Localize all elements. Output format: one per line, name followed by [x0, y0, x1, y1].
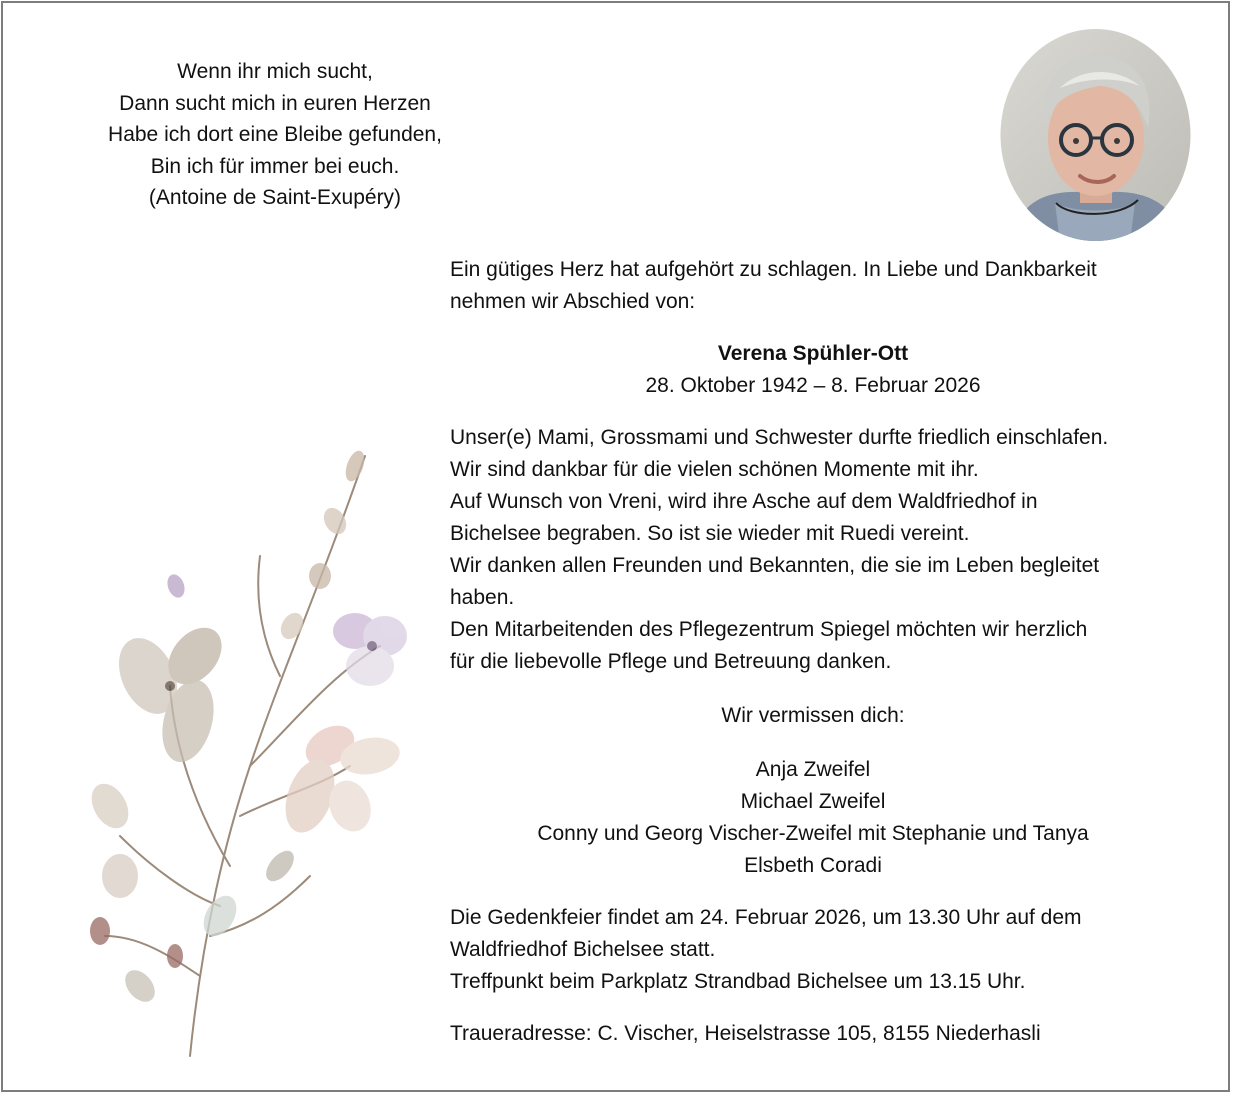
mourner-name: Conny und Georg Vischer-Zweifel mit Stephanie und Tanya — [537, 822, 1089, 845]
poem-line: Habe ich dort eine Bleibe gefunden, — [108, 123, 442, 146]
mourner-name: Michael Zweifel — [740, 790, 886, 813]
mourners-list — [450, 754, 1176, 882]
poem-line: Dann sucht mich in euren Herzen — [119, 91, 431, 115]
intro-line: nehmen wir Abschied von: — [450, 290, 696, 313]
mourner-name: Anja Zweifel — [755, 758, 871, 781]
poem-line: Wenn ihr mich sucht, — [177, 60, 373, 83]
ceremony-paragraph — [450, 902, 1176, 998]
mourner-name: Elsbeth Coradi — [744, 854, 882, 877]
message-line: für die liebevolle Pflege und Betreuung danken. — [450, 650, 892, 673]
deceased-dates: 28. Oktober 1942 – 8. Februar 2026 — [645, 374, 981, 397]
message-line: Unser(e) Mami, Grossmami und Schwester durfte friedlich einschlafen. — [450, 426, 1109, 449]
ceremony-line: Treffpunkt beim Parkplatz Strandbad Bichelsee um 13.15 Uhr. — [450, 970, 1026, 993]
message-line: Wir danken allen Freunden und Bekannten, die sie im Leben begleitet — [450, 554, 1100, 577]
message-line: Den Mitarbeitenden des Pflegezentrum Spiegel möchten wir herzlich — [450, 618, 1088, 641]
intro-paragraph — [450, 254, 1176, 318]
message-line: haben. — [450, 586, 515, 609]
message-paragraph — [450, 422, 1176, 678]
ceremony-line: Waldfriedhof Bichelsee statt. — [450, 938, 716, 961]
ceremony-line: Die Gedenkfeier findet am 24. Februar 2026, um 13.30 Uhr auf dem — [450, 906, 1082, 929]
miss-line: Wir vermissen dich: — [721, 704, 905, 727]
mourning-address: Traueradresse: C. Vischer, Heiselstrasse 105, 8155 Niederhasli — [450, 1022, 1041, 1045]
poem — [70, 56, 480, 214]
poem-line: Bin ich für immer bei euch. — [150, 154, 400, 178]
message-line: Bichelsee begraben. So ist sie wieder mit Ruedi vereint. — [450, 522, 970, 545]
deceased-name: Verena Spühler-Ott — [717, 342, 909, 365]
watercolor-flowers-illustration — [80, 436, 420, 1061]
message-line: Wir sind dankbar für die vielen schönen Momente mit ihr. — [450, 458, 979, 481]
portrait-photo — [1000, 28, 1191, 242]
message-line: Auf Wunsch von Vreni, wird ihre Asche auf dem Waldfriedhof in — [450, 490, 1038, 513]
intro-line: Ein gütiges Herz hat aufgehört zu schlagen. In Liebe und Dankbarkeit — [450, 258, 1097, 281]
obituary-text — [450, 254, 1176, 1050]
poem-attribution: (Antoine de Saint-Exupéry) — [148, 186, 402, 209]
